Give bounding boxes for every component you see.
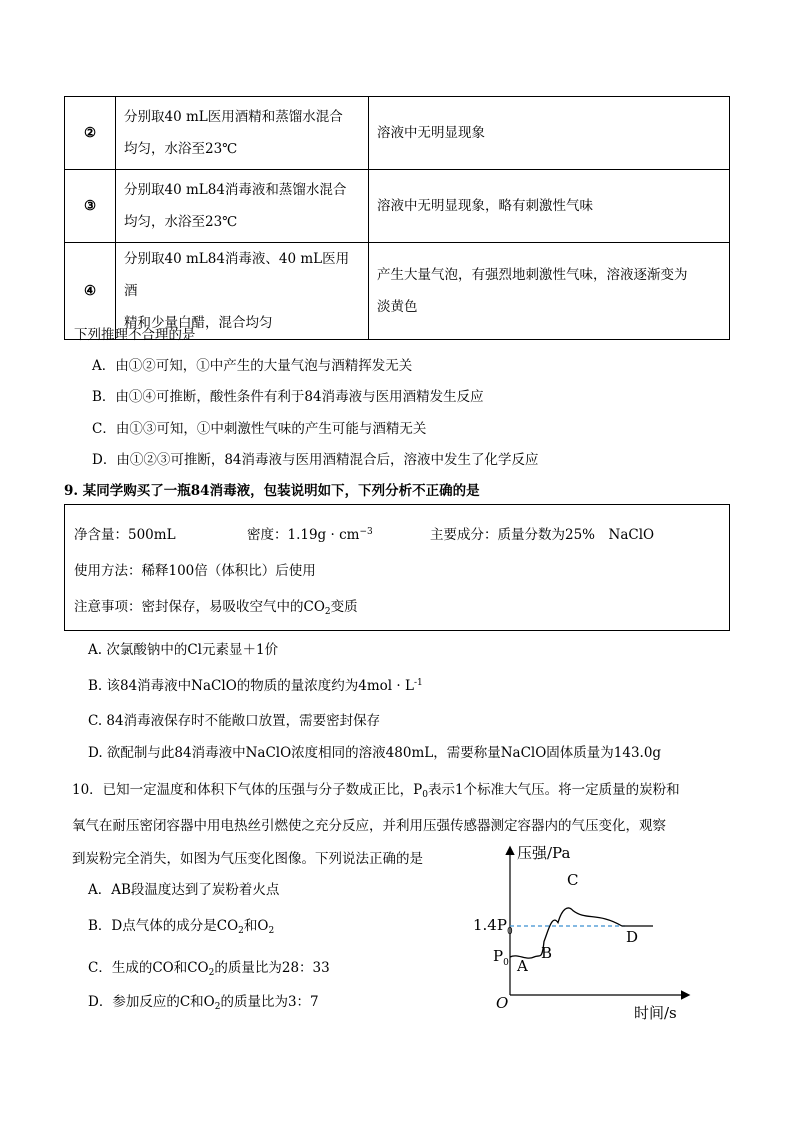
y-tick-1-4p0: $1.4P_0$ [473,916,513,937]
method-line: 分别取40 mL医用酒精和蒸馏水混合 [124,109,343,125]
table-row [65,170,730,243]
notes [74,595,358,617]
density-exponent: −3 [359,527,373,537]
q10-option-c-text: C．生成的CO和CO [88,960,209,976]
method-cell [116,170,369,243]
q9-option-d: D. 欲配制与此84消毒液中NaClO浓度相同的溶液480mL，需要称量NaClO固体质量为143.0g [88,745,662,761]
usage: 使用方法：稀释100倍（体积比）后使用 [74,563,316,579]
experiment-table [64,96,730,340]
net-content: 净含量：500mL [74,527,176,543]
method-line: 分别取40 mL84消毒液和蒸馏水混合 [124,182,347,198]
notes-text-end: 变质 [330,599,358,615]
method-line: 分别取40 mL84消毒液、40 mL医用酒 [124,251,350,299]
result-line: 淡黄色 [377,299,418,315]
q10-option-b-mid: 和O [243,918,269,934]
q10-option-a: A．AB段温度达到了炭粉着火点 [88,882,280,898]
origin-label: O [496,994,509,1012]
q8-option-c: C．由①③可知，①中刺激性气味的产生可能与酒精无关 [92,421,427,437]
q8-option-a: A．由①②可知，①中产生的大量气泡与酒精挥发无关 [92,358,413,374]
product-label-box [64,504,730,631]
q10-stem-line-3: 到炭粉完全消失，如图为气压变化图像。下列说法正确的是 [72,851,423,867]
method-cell [116,97,369,170]
notes-subscript: 2 [324,607,331,617]
method-line: 精和少量白醋，混合均匀 [124,315,273,331]
result-cell [369,97,730,170]
row-number: ③ [65,170,116,243]
density [247,523,373,543]
q10-option-d-text: D．参加反应的C和O [88,994,215,1010]
q8-stem: 下列推理不合理的是 [74,327,196,343]
result-cell [369,243,730,340]
pressure-chart [460,840,700,1020]
method-line: 均匀，水浴至23℃ [124,141,238,157]
density-text: 密度：1.19g · cm [247,527,360,543]
q10-option-d [88,990,319,1012]
q10-stem-text: 10．已知一定温度和体积下气体的压强与分子数成正比，P [72,782,423,798]
method-line: 均匀，水浴至23℃ [124,214,238,230]
q10-stem-text-end: 表示1个标准大气压。将一定质量的炭粉和 [428,782,680,798]
x-axis-label: 时间/s [634,1004,677,1020]
table-row [65,97,730,170]
q8-option-b: B．由①④可推断，酸性条件有利于84消毒液与医用酒精发生反应 [92,389,484,405]
q10-stem-line-1 [72,778,680,800]
point-label-a: A [517,957,528,975]
result-cell [369,170,730,243]
q9-option-b-exponent: -1 [413,678,423,688]
result-line: 溶液中无明显现象 [377,125,485,141]
main-component: 主要成分：质量分数为25% NaClO [430,527,655,543]
point-label-c: C [567,871,579,889]
notes-text: 注意事项：密封保存，易吸收空气中的CO [74,599,325,615]
point-label-d: D [626,928,639,946]
q10-stem-subscript: 0 [422,790,428,800]
point-label-b: B [541,944,553,962]
q10-option-b [88,914,274,936]
q10-option-d-sub: 2 [214,1002,221,1012]
q8-option-d: D．由①②③可推断，84消毒液与医用酒精混合后，溶液中发生了化学反应 [92,452,539,468]
y-axis-label: 压强/Pa [517,844,571,862]
q9-option-c: C. 84消毒液保存时不能敞口放置，需要密封保存 [88,713,381,729]
q9-option-a: A. 次氯酸钠中的Cl元素显＋1价 [88,642,279,658]
result-line: 产生大量气泡，有强烈地刺激性气味，溶液逐渐变为 [377,267,688,283]
y-tick-p0: $P_0$ [493,947,509,968]
result-line: 溶液中无明显现象，略有刺激性气味 [377,198,593,214]
row-number: ④ [65,243,116,340]
q9-option-b-text: B. 该84消毒液中NaClO的物质的量浓度约为4mol · L [88,678,414,694]
q10-option-c-sub: 2 [208,968,215,978]
row-number: ② [65,97,116,170]
q10-option-c [88,956,330,978]
q10-option-b-text: B．D点气体的成分是CO [88,918,239,934]
q10-option-d-text-end: 的质量比为3：7 [220,994,319,1010]
q10-option-c-text-end: 的质量比为28：33 [214,960,330,976]
q10-stem-line-2: 氧气在耐压密闭容器中用电热丝引燃使之充分反应，并利用压强传感器测定容器内的气压变化，观察 [72,818,666,834]
q10-option-b-sub: 2 [268,926,275,936]
q10-option-b-sub: 2 [238,926,244,936]
q9-option-b [88,674,423,694]
q9-stem: 9. 某同学购买了一瓶84消毒液，包装说明如下，下列分析不正确的是 [64,483,480,499]
